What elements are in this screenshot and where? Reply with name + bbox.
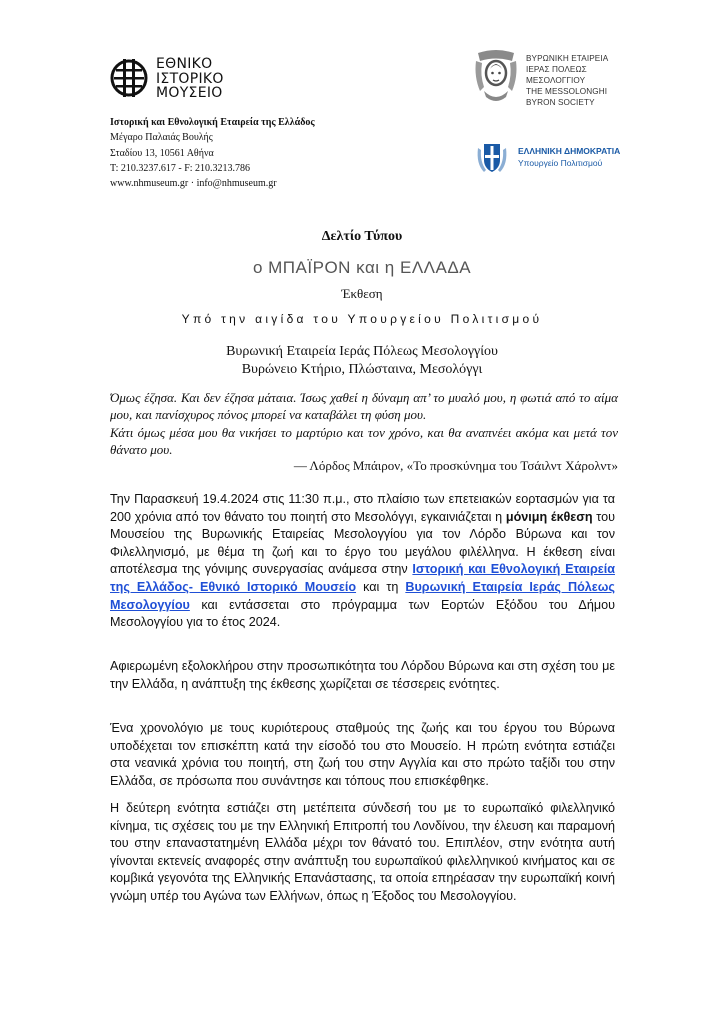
body-paragraph-4: Η δεύτερη ενότητα εστιάζει στη μετέπειτα σύνδεσή του με το ευρωπαϊκό φιλελληνικό κίνημα, τις σχέσεις του με την Ελληνική Επιτροπή του Λονδίνου, την έλευση και παραμονή του στην επαναστατημένη Ελλάδα μέχρι τον θάνατό του. Επιπλέον, στην ενότητα αυτή γίνονται εκτενείς αναφορές στην ανάπτυξη του ευρωπαϊκού φιλελληνικού κινήματος και σε κομβικά γεγονότα της Ελληνικής Επανάστασης, τα οποία επηρέασαν την ευρωπαϊκή κοινή γνώμη υπέρ του Αγώνα των Ελλήνων, όπως η Έξοδος του Μεσολογγίου. xyxy=(110,801,615,903)
byron-society-line: BYRON SOCIETY xyxy=(526,98,595,107)
venue-line-1: Βυρωνική Εταιρεία Ιεράς Πόλεως Μεσολογγίου xyxy=(226,344,498,359)
byron-society-emblem-icon xyxy=(470,47,522,107)
hellenic-republic-coat-of-arms-icon xyxy=(472,138,512,178)
address-street: Σταδίου 13, 10561 Αθήνα xyxy=(110,147,214,159)
exhibition-label: Έκθεση xyxy=(341,286,383,301)
p1-text-c: και τη xyxy=(356,579,406,594)
museum-logo-line: ΜΟΥΣΕΙΟ xyxy=(156,85,223,101)
quote-line-1: Όμως έζησα. Και δεν έζησα μάταια. Ίσως χαθεί η δύναμη απ’ το μυαλό μου, η φωτιά από το αίμα μου, και πανίσχυρος πόνος μπορεί να καταβάλει τη φύση μου. xyxy=(110,390,618,423)
body-paragraph-2: Αφιερωμένη εξολοκλήρου στην προσωπικότητα του Λόρδου Βύρωνα και στη σχέση του με την Ελλάδα, η ανάπτυξη της έκθεσης χωρίζεται σε τέσσερεις ενότητες. xyxy=(110,659,615,691)
venue-line-2: Βυρώνειο Κτήριο, Πλώσταινα, Μεσολόγγι xyxy=(241,362,483,377)
body-paragraph-3: Ένα χρονολόγιο με τους κυριότερους σταθμούς της ζωής και του έργου του Βύρωνα υποδέχεται τον επισκέπτη κατά την είσοδό του στο Μουσείο. Η πρώτη ενότητα εστιάζει στα νεανικά χρόνια του ποιητή, στη ζωή του στην Αγγλία και στο πρώτο ταξίδι του στην Ελλάδα, σε πρόσωπα που συνάντησε και τόπους που επισκέφθηκε. xyxy=(110,721,615,788)
p1-text-a: Την Παρασκευή 19.4.2024 στις 11:30 π.μ., στο πλαίσιο των επετειακών εορτασμών για τα 200 χρόνια από τον θάνατο του ποιητή στο Μεσολόγγι, εγκαινιάζεται η xyxy=(110,492,615,524)
p1-text-d: και εντάσσεται στο πρόγραμμα των Εορτών Εξόδου του Δήμου Μεσολογγίου για το έτος 2024. xyxy=(110,597,615,630)
address-web: www.nhmuseum.gr · info@nhmuseum.gr xyxy=(110,178,277,190)
address-phone: T: 210.3237.617 - F: 210.3213.786 xyxy=(110,162,251,174)
byron-society-line: ΒΥΡΩΝΙΚΗ ΕΤΑΙΡΕΙΑ xyxy=(526,54,609,63)
p1-bold-permanent-exhibition: μόνιμη έκθεση xyxy=(505,509,593,524)
address-org: Ιστορική και Εθνολογική Εταιρεία της Ελλάδος xyxy=(110,117,315,128)
quote-attribution: — Λόρδος Μπάιρον, «Το προσκύνημα του Τσάιλντ Χάρολντ» xyxy=(293,458,618,473)
museum-logo-line: ΕΘΝΙΚΟ xyxy=(156,56,213,72)
byron-society-line: ΜΕΣΟΛΟΓΓΙΟΥ xyxy=(526,76,586,85)
press-release-heading: Δελτίο Τύπου xyxy=(321,229,403,244)
exhibition-title: ο ΜΠΑΪΡΟΝ και η ΕΛΛΑΔΑ xyxy=(252,258,472,277)
byron-quote xyxy=(110,389,618,458)
address-block xyxy=(110,115,315,191)
museum-logo-line: ΙΣΤΟΡΙΚΟ xyxy=(156,70,224,87)
quote-line-2: Κάτι όμως μέσα μου θα νικήσει το μαρτύριο και τον χρόνο, και θα αναπνέει ακόμα και μετά τον θάνατο μου. xyxy=(110,424,618,457)
ministry-line-republic: ΕΛΛΗΝΙΚΗ ΔΗΜΟΚΡΑΤΙΑ xyxy=(518,146,621,156)
link-historical-ethnological-society[interactable]: Ιστορική και Εθνολογική Εταιρεία της Ελλάδος- Εθνικό Ιστορικό Μουσείο xyxy=(110,562,615,594)
byron-society-line: THE MESSOLONGHI xyxy=(526,87,608,96)
ministry-logo-text xyxy=(518,145,620,169)
aegis-line: Υπό την αιγίδα του Υπουργείου Πολιτισμού xyxy=(181,312,543,326)
p1-text-b: του Μουσείου της Βυρωνικής Εταιρείας Μεσολογγίου για τον Λόρδο Βύρωνα και τον Φιλελληνισμό, με θέμα τη ζωή και το έργο του μεγάλου φιλέλληνα. Η έκθεση είναι αποτέλεσμα της γόνιμης συνεργασίας ανάμεσα στην xyxy=(110,509,615,577)
byron-society-logo-text xyxy=(526,53,608,108)
museum-logo-text xyxy=(156,57,224,101)
address-building: Μέγαρο Παλαιάς Βουλής xyxy=(110,132,213,144)
ministry-line-ministry: Υπουργείο Πολιτισμού xyxy=(518,158,603,168)
body-paragraph-1 xyxy=(110,491,615,632)
link-byron-society-messolonghi[interactable]: Βυρωνική Εταιρεία Ιεράς Πόλεως Μεσολογγίου xyxy=(110,579,615,612)
byron-society-line: ΙΕΡΑΣ ΠΟΛΕΩΣ xyxy=(526,65,587,74)
museum-logo-icon xyxy=(108,57,150,99)
